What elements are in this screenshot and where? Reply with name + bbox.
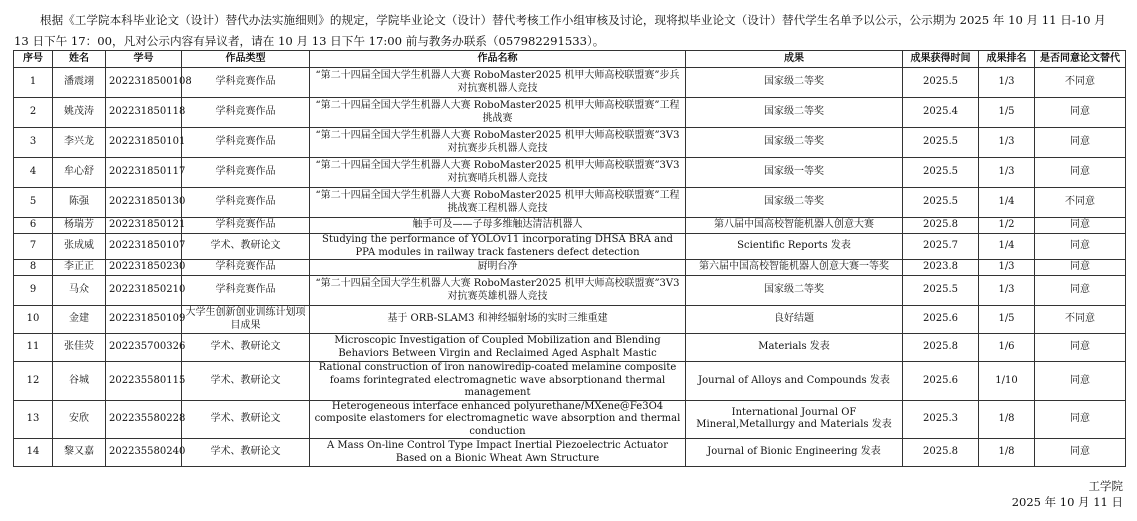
cell-result: 良好结题 — [686, 306, 903, 334]
table-header-row — [14, 51, 1126, 68]
cell-rank: 1/6 — [979, 334, 1035, 362]
cell-no: 7 — [14, 234, 53, 260]
cell-result: Scientific Reports 发表 — [686, 234, 903, 260]
table-row — [14, 334, 1126, 362]
cell-work-type: 学术、教研论文 — [182, 400, 310, 439]
cell-decision: 同意 — [1035, 158, 1126, 188]
cell-decision: 不同意 — [1035, 188, 1126, 218]
cell-result-time: 2025.8 — [903, 218, 979, 234]
cell-decision: 同意 — [1035, 218, 1126, 234]
cell-result: 国家级一等奖 — [686, 158, 903, 188]
cell-work-type: 大学生创新创业训练计划项目成果 — [182, 306, 310, 334]
cell-rank: 1/3 — [979, 158, 1035, 188]
cell-work-type: 学科竞赛作品 — [182, 158, 310, 188]
cell-work-type: 学科竞赛作品 — [182, 260, 310, 276]
cell-name: 张成威 — [53, 234, 106, 260]
cell-work-title: A Mass On-line Control Type Impact Inertial Piezoelectric Actuator Based on a Bionic Wheat Awn Structure — [310, 439, 686, 467]
cell-decision: 同意 — [1035, 98, 1126, 128]
cell-work-title: “第二十四届全国大学生机器人大赛 RoboMaster2025 机甲大师高校联盟赛”3V3 对抗赛哨兵机器人竞技 — [310, 158, 686, 188]
cell-work-type: 学科竞赛作品 — [182, 188, 310, 218]
cell-work-title: “第二十四届全国大学生机器人大赛 RoboMaster2025 机甲大师高校联盟赛”工程挑战赛 — [310, 98, 686, 128]
table-row — [14, 128, 1126, 158]
header-work-type: 作品类型 — [182, 51, 310, 68]
cell-work-title: Heterogeneous interface enhanced polyurethane/MXene@Fe3O4 composite elastomers for electromagnetic wave absorption and thermal conduction — [310, 400, 686, 439]
cell-student-id: 202231850101 — [106, 128, 182, 158]
cell-result-time: 2025.6 — [903, 362, 979, 401]
cell-rank: 1/10 — [979, 362, 1035, 401]
cell-no: 2 — [14, 98, 53, 128]
cell-work-title: 触手可及——子母多维触达清洁机器人 — [310, 218, 686, 234]
cell-name: 李正正 — [53, 260, 106, 276]
cell-rank: 1/8 — [979, 439, 1035, 467]
cell-name: 姚茂涛 — [53, 98, 106, 128]
cell-name: 陈强 — [53, 188, 106, 218]
cell-no: 11 — [14, 334, 53, 362]
cell-name: 张佳荧 — [53, 334, 106, 362]
table-row — [14, 362, 1126, 401]
cell-no: 8 — [14, 260, 53, 276]
signature-org: 工学院 — [1088, 479, 1123, 493]
cell-decision: 同意 — [1035, 439, 1126, 467]
cell-student-id: 202235700326 — [106, 334, 182, 362]
cell-work-type: 学术、教研论文 — [182, 334, 310, 362]
cell-student-id: 202231850210 — [106, 276, 182, 306]
table-row — [14, 276, 1126, 306]
cell-decision: 不同意 — [1035, 68, 1126, 98]
cell-result: Journal of Alloys and Compounds 发表 — [686, 362, 903, 401]
cell-student-id: 202231850107 — [106, 234, 182, 260]
header-no: 序号 — [14, 51, 53, 68]
cell-result-time: 2025.5 — [903, 68, 979, 98]
cell-name: 安欣 — [53, 400, 106, 439]
cell-student-id: 202231850109 — [106, 306, 182, 334]
cell-rank: 1/3 — [979, 68, 1035, 98]
table-row — [14, 218, 1126, 234]
cell-result-time: 2025.8 — [903, 334, 979, 362]
cell-work-type: 学科竞赛作品 — [182, 68, 310, 98]
cell-rank: 1/4 — [979, 234, 1035, 260]
cell-result: 第八届中国高校智能机器人创意大赛 — [686, 218, 903, 234]
cell-rank: 1/3 — [979, 260, 1035, 276]
cell-rank: 1/4 — [979, 188, 1035, 218]
cell-decision: 同意 — [1035, 234, 1126, 260]
header-result: 成果 — [686, 51, 903, 68]
table-row — [14, 234, 1126, 260]
cell-work-title: “第二十四届全国大学生机器人大赛 RoboMaster2025 机甲大师高校联盟赛”3V3 对抗赛英雄机器人竞技 — [310, 276, 686, 306]
cell-work-title: “第二十四届全国大学生机器人大赛 RoboMaster2025 机甲大师高校联盟赛”步兵对抗赛机器人竞技 — [310, 68, 686, 98]
table-row — [14, 260, 1126, 276]
cell-result-time: 2025.6 — [903, 306, 979, 334]
cell-student-id: 202235580228 — [106, 400, 182, 439]
cell-result: 国家级二等奖 — [686, 276, 903, 306]
cell-rank: 1/2 — [979, 218, 1035, 234]
cell-work-title: 厨明台净 — [310, 260, 686, 276]
cell-decision: 不同意 — [1035, 306, 1126, 334]
cell-name: 谷城 — [53, 362, 106, 401]
cell-student-id: 202231850010​8 — [106, 68, 182, 98]
table-row — [14, 98, 1126, 128]
cell-rank: 1/8 — [979, 400, 1035, 439]
cell-result-time: 2025.5 — [903, 276, 979, 306]
cell-work-title: Microscopic Investigation of Coupled Mobilization and Blending Behaviors Between Virgin and Reclaimed Aged Asphalt Mastic — [310, 334, 686, 362]
cell-work-type: 学术、教研论文 — [182, 439, 310, 467]
cell-decision: 同意 — [1035, 276, 1126, 306]
cell-work-title: “第二十四届全国大学生机器人大赛 RoboMaster2025 机甲大师高校联盟赛”工程挑战赛工程机器人竞技 — [310, 188, 686, 218]
cell-student-id: 202231850117 — [106, 158, 182, 188]
header-result-time: 成果获得时间 — [903, 51, 979, 68]
cell-decision: 同意 — [1035, 362, 1126, 401]
table-row — [14, 68, 1126, 98]
cell-work-type: 学术、教研论文 — [182, 234, 310, 260]
cell-name: 马众 — [53, 276, 106, 306]
cell-result-time: 2025.7 — [903, 234, 979, 260]
header-student-id: 学号 — [106, 51, 182, 68]
cell-result: Materials 发表 — [686, 334, 903, 362]
header-name: 姓名 — [53, 51, 106, 68]
cell-result-time: 2025.5 — [903, 158, 979, 188]
cell-name: 黎又嘉 — [53, 439, 106, 467]
cell-no: 9 — [14, 276, 53, 306]
cell-work-title: Rational construction of iron nanowiredip-coated melamine composite foams forintegrated electromagnetic wave absorptionand thermal management — [310, 362, 686, 401]
cell-result: 国家级二等奖 — [686, 98, 903, 128]
cell-work-type: 学术、教研论文 — [182, 362, 310, 401]
table-row — [14, 439, 1126, 467]
cell-work-title: Studying the performance of YOLOv11 incorporating DHSA BRA and PPA modules in railway track fasteners defect detection — [310, 234, 686, 260]
cell-work-type: 学科竞赛作品 — [182, 276, 310, 306]
cell-result-time: 2025.5 — [903, 128, 979, 158]
cell-work-type: 学科竞赛作品 — [182, 98, 310, 128]
cell-decision: 同意 — [1035, 128, 1126, 158]
table-row — [14, 306, 1126, 334]
cell-no: 3 — [14, 128, 53, 158]
cell-no: 6 — [14, 218, 53, 234]
cell-decision: 同意 — [1035, 260, 1126, 276]
cell-work-title: 基于 ORB-SLAM3 和神经辐射场的实时三维重建 — [310, 306, 686, 334]
cell-result: 国家级二等奖 — [686, 128, 903, 158]
cell-no: 5 — [14, 188, 53, 218]
cell-result-time: 2025.4 — [903, 98, 979, 128]
cell-rank: 1/5 — [979, 98, 1035, 128]
cell-result-time: 2025.5 — [903, 188, 979, 218]
cell-name: 李兴龙 — [53, 128, 106, 158]
cell-no: 14 — [14, 439, 53, 467]
table-row — [14, 400, 1126, 439]
cell-no: 13 — [14, 400, 53, 439]
cell-rank: 1/3 — [979, 128, 1035, 158]
cell-student-id: 202231850230 — [106, 260, 182, 276]
cell-rank: 1/3 — [979, 276, 1035, 306]
cell-work-type: 学科竞赛作品 — [182, 218, 310, 234]
header-work-title: 作品名称 — [310, 51, 686, 68]
cell-result: 国家级二等奖 — [686, 68, 903, 98]
cell-no: 12 — [14, 362, 53, 401]
cell-rank: 1/5 — [979, 306, 1035, 334]
cell-student-id: 202235580115 — [106, 362, 182, 401]
cell-result-time: 2025.3 — [903, 400, 979, 439]
header-rank: 成果排名 — [979, 51, 1035, 68]
header-decision: 是否同意论文替代 — [1035, 51, 1126, 68]
cell-result-time: 2025.8 — [903, 439, 979, 467]
cell-work-title: “第二十四届全国大学生机器人大赛 RoboMaster2025 机甲大师高校联盟赛”3V3 对抗赛步兵机器人竞技 — [310, 128, 686, 158]
cell-result: International Journal OF Mineral,Metallurgy and Materials 发表 — [686, 400, 903, 439]
cell-no: 4 — [14, 158, 53, 188]
candidate-table — [13, 50, 1126, 467]
cell-decision: 同意 — [1035, 400, 1126, 439]
cell-result: Journal of Bionic Engineering 发表 — [686, 439, 903, 467]
cell-student-id: 202231850121 — [106, 218, 182, 234]
cell-no: 10 — [14, 306, 53, 334]
cell-no: 1 — [14, 68, 53, 98]
cell-decision: 同意 — [1035, 334, 1126, 362]
table-row — [14, 188, 1126, 218]
cell-name: 潘震翊 — [53, 68, 106, 98]
cell-student-id: 202231850118 — [106, 98, 182, 128]
table-row — [14, 158, 1126, 188]
signature-date: 2025 年 10 月 11 日 — [1011, 495, 1123, 509]
cell-name: 牟心舒 — [53, 158, 106, 188]
cell-result: 第六届中国高校智能机器人创意大赛一等奖 — [686, 260, 903, 276]
cell-student-id: 202231850130 — [106, 188, 182, 218]
cell-name: 杨瑞芳 — [53, 218, 106, 234]
cell-student-id: 202235580240 — [106, 439, 182, 467]
notice-paragraph: 根据《工学院本科毕业论文（设计）替代办法实施细则》的规定，学院毕业论文（设计）替代考核工作小组审核及讨论，现将拟毕业论文（设计）替代学生名单予以公示，公示期为 2025 年 10 月 11 日-10 月 13 日下午 17：00，凡对公示内容有异议者，请在 10 月 13 日下午 17:00 前与教务办联系（057982291533）。 — [14, 13, 1106, 48]
cell-name: 金建 — [53, 306, 106, 334]
cell-result: 国家级二等奖 — [686, 188, 903, 218]
cell-work-type: 学科竞赛作品 — [182, 128, 310, 158]
cell-result-time: 2023.8 — [903, 260, 979, 276]
